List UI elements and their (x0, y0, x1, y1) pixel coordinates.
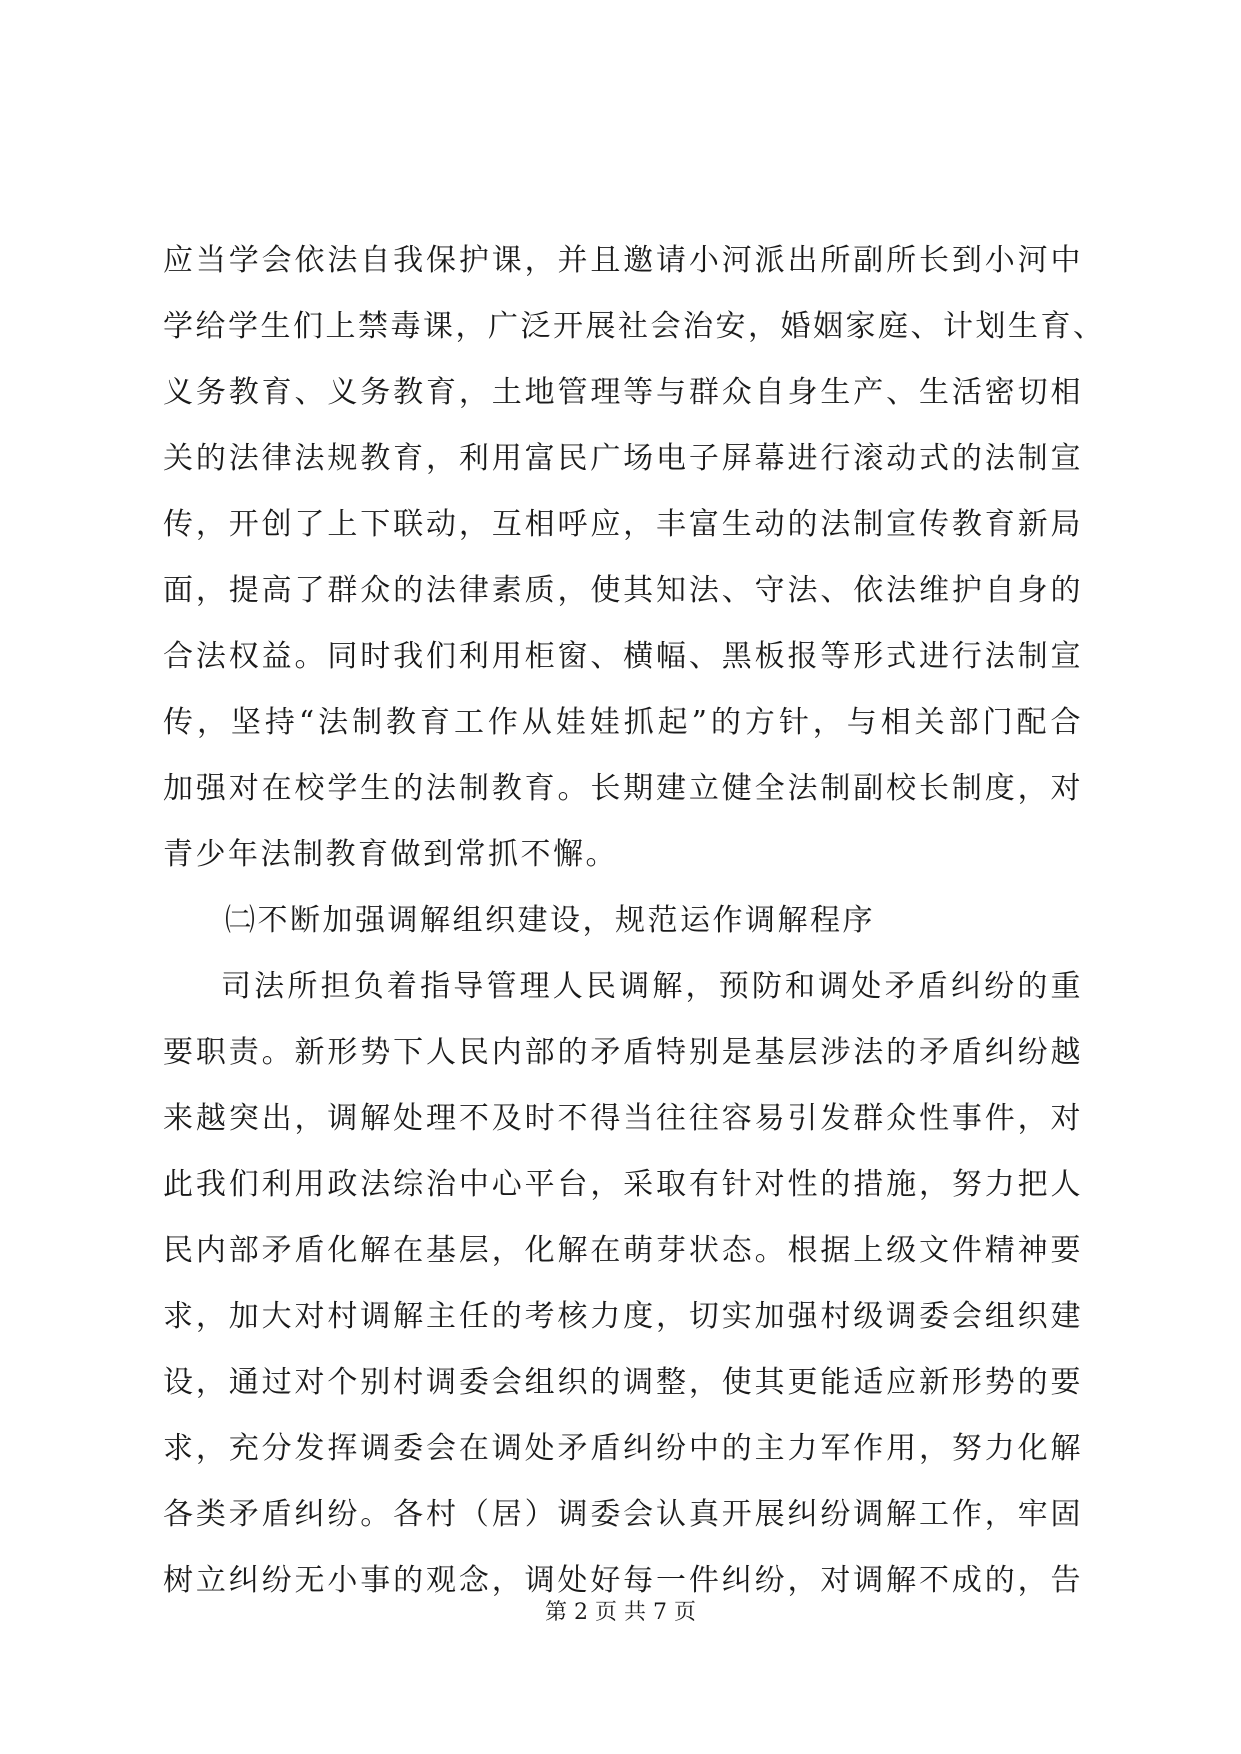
text-line: 各类矛盾纠纷。各村（居）调委会认真开展纠纷调解工作，牢固 (163, 1497, 1083, 1532)
text-line: 求，充分发挥调委会在调处矛盾纠纷中的主力军作用，努力化解 (163, 1431, 1083, 1466)
paragraph-mediation (163, 954, 1083, 1614)
text-line: 面，提高了群众的法律素质，使其知法、守法、依法维护自身的 (163, 573, 1083, 608)
text-line: 司法所担负着指导管理人民调解，预防和调处矛盾纠纷的重 (221, 969, 1083, 1004)
text-line: 义务教育、义务教育，土地管理等与群众自身生产、生活密切相 (163, 375, 1083, 410)
text-line: 传，开创了上下联动，互相呼应，丰富生动的法制宣传教育新局 (163, 507, 1083, 542)
text-line: 加强对在校学生的法制教育。长期建立健全法制副校长制度，对 (163, 771, 1083, 806)
text-line: 学给学生们上禁毒课，广泛开展社会治安，婚姻家庭、计划生育、 (163, 309, 1106, 344)
text-line: 应当学会依法自我保护课，并且邀请小河派出所副所长到小河中 (163, 243, 1083, 278)
paragraph-continued (163, 228, 1106, 888)
text-line: 树立纠纷无小事的观念，调处好每一件纠纷，对调解不成的，告 (163, 1563, 1083, 1598)
text-line: 传，坚持“法制教育工作从娃娃抓起”的方针，与相关部门配合 (163, 705, 1083, 740)
section-heading: ㈡不断加强调解组织建设，规范运作调解程序 (225, 903, 875, 938)
text-line: 此我们利用政法综治中心平台，采取有针对性的措施，努力把人 (163, 1167, 1083, 1202)
text-line: 合法权益。同时我们利用柜窗、横幅、黑板报等形式进行法制宣 (163, 639, 1083, 674)
text-line: 来越突出，调解处理不及时不得当往往容易引发群众性事件，对 (163, 1101, 1083, 1136)
text-line: 民内部矛盾化解在基层，化解在萌芽状态。根据上级文件精神要 (163, 1233, 1083, 1268)
document-body (163, 228, 1106, 1614)
text-line: 关的法律法规教育，利用富民广场电子屏幕进行滚动式的法制宣 (163, 441, 1083, 476)
text-line: 青少年法制教育做到常抓不懈。 (163, 837, 618, 872)
page-number: 第 2 页 共 7 页 (545, 1600, 696, 1625)
page-footer (0, 1598, 1241, 1628)
text-line: 设，通过对个别村调委会组织的调整，使其更能适应新形势的要 (163, 1365, 1083, 1400)
text-line: 要职责。新形势下人民内部的矛盾特别是基层涉法的矛盾纠纷越 (163, 1035, 1083, 1070)
text-line: 求，加大对村调解主任的考核力度，切实加强村级调委会组织建 (163, 1299, 1083, 1334)
